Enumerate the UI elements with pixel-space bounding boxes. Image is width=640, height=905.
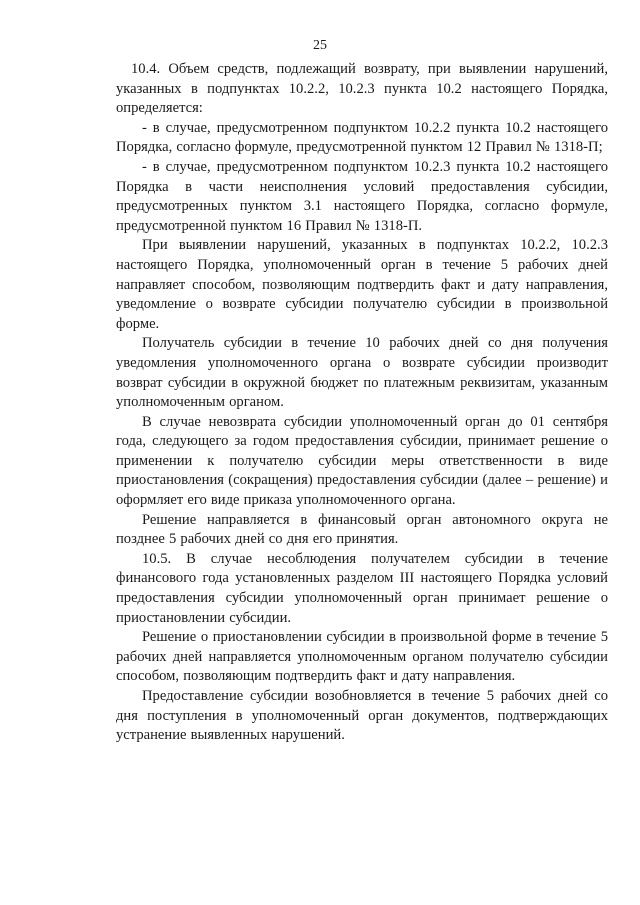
paragraph-resumption: Предоставление субсидии возобновляется в течение 5 рабочих дней со дня поступления в уполномоченный орган документов, подтверждающих устранение выявленных нарушений. xyxy=(116,688,608,744)
paragraph-case-10-2-2: - в случае, предусмотренном подпунктом 10.2.2 пункта 10.2 настоящего Порядка, согласно формуле, предусмотренной пунктом 12 Правил № 1318-П; xyxy=(116,119,608,156)
paragraph-suspension-decision: Решение о приостановлении субсидии в произвольной форме в течение 5 рабочих дней направляется уполномоченным органом получателю субсидии способом, позволяющим подтвердить факт и дату направления. xyxy=(116,629,608,685)
page-number: 25 xyxy=(313,38,327,53)
paragraph-decision-sent: Решение направляется в финансовый орган автономного округа не позднее 5 рабочих дней со дня его принятия. xyxy=(116,511,608,548)
paragraph-case-10-2-3: - в случае, предусмотренном подпунктом 10.2.3 пункта 10.2 настоящего Порядка в части неисполнения условий предоставления субсидии, предусмотренных пунктом 3.1 настоящего Порядка, согласно формуле, предусмотренной пунктом 16 Правил № 1318-П. xyxy=(116,158,608,234)
paragraph-10-4: 10.4. Объем средств, подлежащий возврату, при выявлении нарушений, указанных в подпунктах 10.2.2, 10.2.3 пункта 10.2 настоящего Порядка, определяется: xyxy=(116,61,608,117)
paragraph-recipient-return: Получатель субсидии в течение 10 рабочих дней со дня получения уведомления уполномоченного органа о возврате субсидии производит возврат субсидии в окружной бюджет по платежным реквизитам, указанным уполномоченным органом. xyxy=(116,335,608,411)
paragraph-notification: При выявлении нарушений, указанных в подпунктах 10.2.2, 10.2.3 настоящего Порядка, уполномоченный орган в течение 5 рабочих дней направляет способом, позволяющим подтвердить факт и дату направления, уведомление о возврате субсидии получателю субсидии в произвольной форме. xyxy=(116,237,608,332)
document-body xyxy=(116,60,608,746)
paragraph-10-5: 10.5. В случае несоблюдения получателем субсидии в течение финансового года установленных разделом III настоящего Порядка условий предоставления субсидии уполномоченный орган принимает решение о приостановлении субсидии. xyxy=(116,550,608,626)
paragraph-non-return: В случае невозврата субсидии уполномоченный орган до 01 сентября года, следующего за годом предоставления субсидии, принимает решение о применении к получателю субсидии меры ответственности в виде приостановления (сокращения) предоставления субсидии (далее – решение) и оформляет его виде приказа уполномоченного органа. xyxy=(116,413,608,509)
